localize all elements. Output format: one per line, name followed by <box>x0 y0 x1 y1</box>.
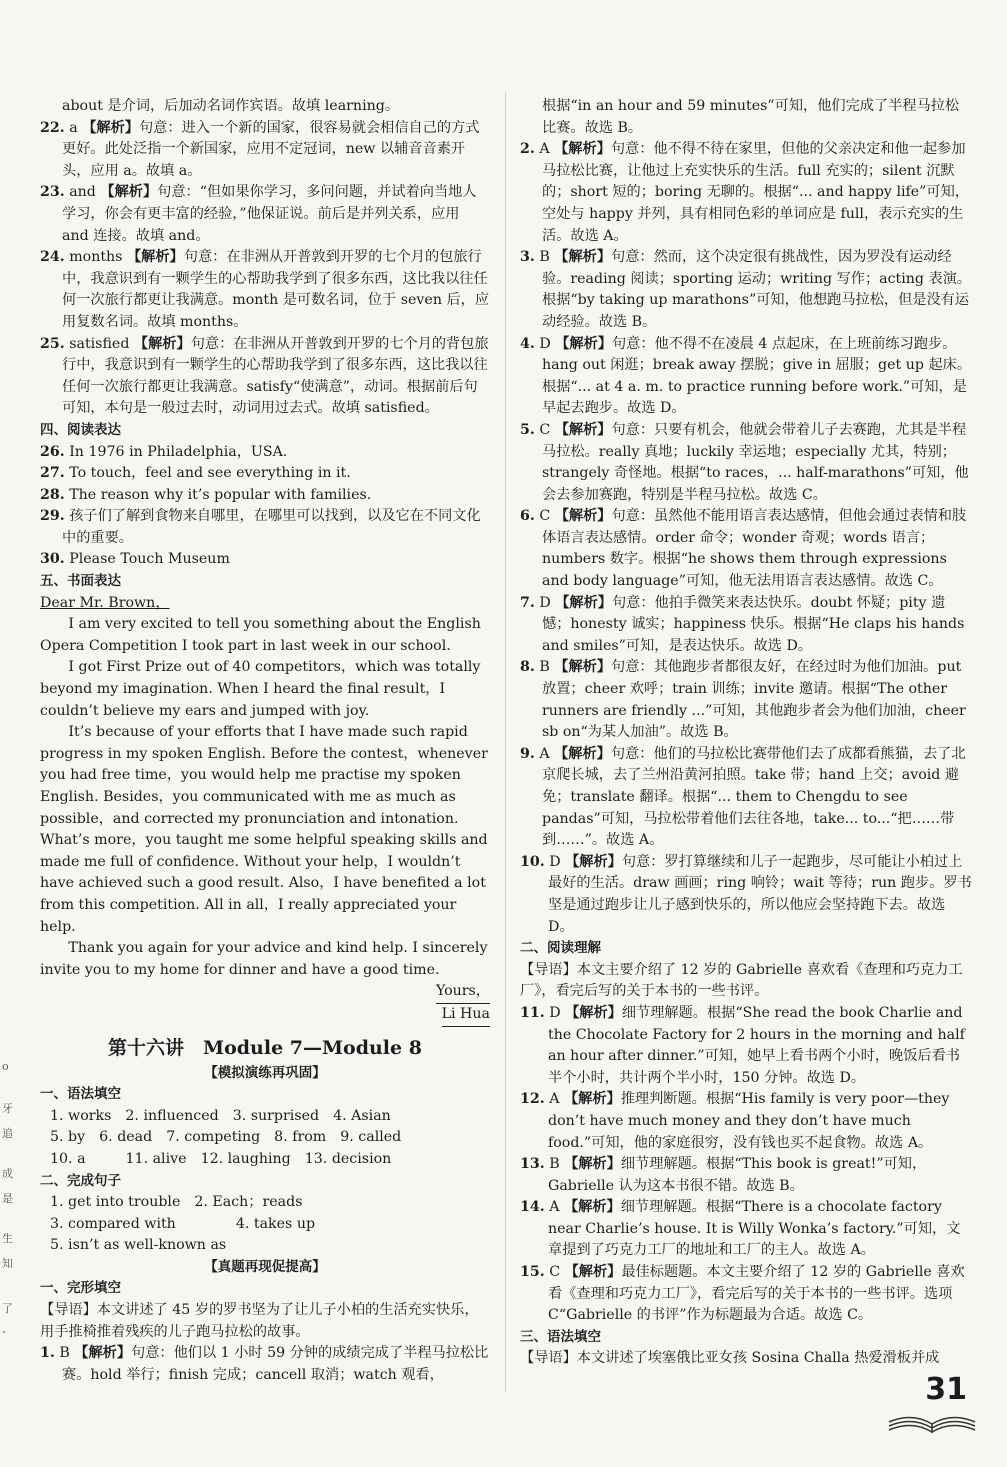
answer-25: 25. satisfied 【解析】句意：在非洲从开普敦到开罗的七个月的背包旅行中，我意识到有一颗学生的心帮助我学到了很多东西，这比我以往任何一次旅行都更让我满意。satisfy“使满意”，动词。根据前后句可知，本句是一般过去时，动词用过去式。故填 satisfied。 <box>40 335 489 417</box>
answer-c2: 2. A 【解析】句意：他不得不待在家里，但他的父亲决定和他一起参加马拉松比赛，让他过上充实快乐的生活。full 充实的；silent 沉默的；short 短的；boring 无聊的。根据“... and happy life”可知，空处与 happy 并列，具有相同色彩的单词应是 full，表示充实的生活。故选 A。 <box>520 141 969 244</box>
answer-r12: 12. A 【解析】推理判断题。根据“His family is very poor—they don’t have much money and they don’t have much food.”可知，他的家庭很穷，没有钱也买不起食物。故选 A。 <box>520 1091 950 1151</box>
list-item: 6. dead <box>99 1129 153 1146</box>
letter-greeting: Dear Mr. Brown， <box>40 594 170 611</box>
edge-char: - <box>2 1325 6 1338</box>
paragraph: 根据“in an hour and 59 minutes”可知，他们完成了半程马拉松比赛。故选 B。 <box>542 98 960 136</box>
list-item: 3. surprised <box>232 1107 320 1124</box>
answer-r11: 11. D 【解析】细节理解题。根据“She read the book Charlie and the Chocolate Factory for 2 hours in the morning and half an hour after dinner.”可知，她早上看书两个小时，晚饭后看书半个小时，共计两个半小时，150 分钟。故选 D。 <box>520 1004 965 1086</box>
list-item: 2. influenced <box>125 1107 219 1124</box>
answer-c6: 6. C 【解析】句意：虽然他不能用语言表达感情，但他会通过表情和肢体语言表达感情。order 命令；wonder 奇观；words 语言；numbers 数字。根据“he shows them through expressions and body language”可知，他无法用语言表达感情。故选 C。 <box>520 508 967 590</box>
list-item: 1. get into trouble <box>50 1194 181 1211</box>
guide-text: 【导语】本文讲述了埃塞俄比亚女孩 Sosina Challa 热爱滑板并成 <box>520 1350 940 1367</box>
answer-r15: 15. C 【解析】最佳标题题。本文主要介绍了 12 岁的 Gabrielle 喜欢看《查理和巧克力工厂》，看完后写的关于本书的一些书评。选项 C“Gabrielle 的书评”作为标题最为合适。故选 C。 <box>520 1264 965 1324</box>
edge-char: 知 <box>2 1257 13 1270</box>
list-item: 8. from <box>274 1129 327 1146</box>
letter-paragraph: It’s because of your efforts that I have made such rapid progress in my spoken English. Before the contest，whenever you had free time，you would help me practise my spoken English. Besides，you communicated with me as much as possible，and corrected my pronunciation and intonation. What’s more，you taught me some helpful speaking skills and made me full of confidence. Without your help，I wouldn’t have achieved such a good result. Also，I have benefited a lot from this competition. All in all，I really appreciated your help. <box>40 724 488 935</box>
answer-c8: 8. B 【解析】句意：其他跑步者都很友好，在经过时为他们加油。put 放置；cheer 欢呼；train 训练；invite 邀请。根据“The other runners are friendly ...”可知，其他跑步者会为他们加油，cheer sb on“为某人加油”。故选 B。 <box>520 659 966 741</box>
list-item: 7. competing <box>166 1129 261 1146</box>
list-item: 9. called <box>340 1129 402 1146</box>
letter-paragraph: Thank you again for your advice and kind help. I sincerely invite you to my home for dinner and have a good time. <box>40 940 488 978</box>
list-item: 12. laughing <box>200 1150 291 1167</box>
letter-closing: Yours， <box>40 981 490 1004</box>
section-heading: 一、完形填空 <box>40 1280 121 1297</box>
list-item: 10. a <box>50 1150 86 1167</box>
answer-24: 24. months 【解析】句意：在非洲从开普敦到开罗的七个月的包旅行中，我意识到有一颗学生的心帮助我学到了很多东西，这比我以往任何一次旅行都更让我满意。month 是可数名词，位于 seven 后，应用复数名词。故填 months。 <box>40 249 490 330</box>
grammar-answers <box>40 1106 490 1171</box>
complete-answers <box>40 1192 490 1257</box>
list-item: 4. takes up <box>235 1215 316 1232</box>
section-heading: 二、阅读理解 <box>520 940 601 957</box>
section-heading: 三、语法填空 <box>520 1328 601 1345</box>
answer-c5: 5. C 【解析】句意：只要有机会，他就会带着儿子去赛跑，尤其是半程马拉松。really 真地；luckily 幸运地；especially 尤其，特别；strangely 奇怪地。根据“to races，... half-marathons”可知，他会去参加赛跑，特别是半程马拉松。故选 C。 <box>520 421 969 503</box>
paragraph: about 是介词，后加动名词作宾语。故填 learning。 <box>62 98 400 114</box>
section-heading: 五、书面表达 <box>40 573 121 590</box>
answer-28: 28. The reason why it’s popular with families. <box>40 486 372 503</box>
binding-edge <box>0 0 14 1467</box>
edge-char: 是 <box>2 1192 13 1205</box>
letter-paragraph: I am very excited to tell you something about the English Opera Competition I took part in last week in our school. <box>40 616 481 654</box>
section-heading: 一、语法填空 <box>40 1086 121 1103</box>
answer-c9: 9. A 【解析】句意：他们的马拉松比赛带他们去了成都看熊猫，去了北京爬长城，去了兰州沿黄河拍照。take 带；hand 上交；avoid 避免；translate 翻译。根据“... them to Chengdu to see pandas”可知，马拉松带着他们去往各地，take... to...“把……带到……”。故选 A。 <box>520 745 966 849</box>
letter-signature: Li Hua <box>40 1004 490 1027</box>
answer-c7: 7. D 【解析】句意：他拍手微笑来表达快乐。doubt 怀疑；pity 遗憾；honesty 诚实；happiness 快乐。根据“He claps his hands and smiles”可知，是表达快乐。故选 D。 <box>520 594 965 654</box>
list-item: 1. works <box>50 1107 112 1124</box>
list-item: 5. by <box>50 1129 86 1146</box>
section-heading: 二、完成句子 <box>40 1172 121 1189</box>
edge-char: 牙 <box>2 1102 13 1115</box>
edge-char: 追 <box>2 1127 13 1140</box>
letter-paragraph: I got First Prize out of 40 competitors，which was totally beyond my imagination. When I heard the final result，I couldn’t believe my ears and jumped with joy. <box>40 659 481 719</box>
page-number: 31 <box>925 1372 967 1407</box>
guide-text: 【导语】本文主要介绍了 12 岁的 Gabrielle 喜欢看《查理和巧克力工厂》，看完后写的关于本书的一些书评。 <box>520 961 963 1000</box>
edge-char: 生 <box>2 1232 13 1245</box>
edge-char: o <box>2 1060 9 1073</box>
lecture-title: 第十六讲 Module 7—Module 8 <box>108 1036 422 1059</box>
edge-char: 成 <box>2 1167 13 1180</box>
subsection-heading: 【真题再现促提高】 <box>204 1258 326 1275</box>
answer-27: 27. To touch，feel and see everything in it. <box>40 465 351 482</box>
answer-c10: 10. D 【解析】句意：罗打算继续和儿子一起跑步，尽可能让小柏过上最好的生活。draw 画画；ring 响铃；wait 等待；run 跑步。罗书坚是通过跑步让儿子感到快乐的，所以他应会坚持跑下去。故选 D。 <box>520 853 972 935</box>
answer-c4: 4. D 【解析】句意：他不得不在凌晨 4 点起床，在上班前练习跑步。hang out 闲逛；break away 摆脱；give in 屈服；get up 起床。根据“... at 4 a. m. to practice running before work.”可知，是早起去跑步。故选 D。 <box>520 335 972 417</box>
answer-c1: 1. B 【解析】句意：他们以 1 小时 59 分钟的成绩完成了半程马拉松比赛。hold 举行；finish 完成；cancell 取消；watch 观看， <box>40 1345 489 1383</box>
answer-c3: 3. B 【解析】句意：然而，这个决定很有挑战性，因为罗没有运动经验。reading 阅读；sporting 运动；writing 写作；acting 表演。根据“by taking up marathons”可知，他想跑马拉松，但是没有运动经验。故选 B。 <box>520 249 972 330</box>
list-item: 13. decision <box>304 1150 392 1167</box>
answer-r13: 13. B 【解析】细节理解题。根据“This book is great!”可知，Gabrielle 认为这本书很不错。故选 B。 <box>520 1156 927 1194</box>
list-item: 4. Asian <box>333 1107 391 1124</box>
list-item: 5. isn’t as well-known as <box>50 1237 227 1254</box>
list-item: 2. Each；reads <box>194 1194 303 1211</box>
subsection-heading: 【模拟演练再巩固】 <box>204 1064 326 1081</box>
answer-26: 26. In 1976 in Philadelphia，USA. <box>40 443 288 460</box>
section-heading: 四、阅读表达 <box>40 421 121 438</box>
right-column <box>520 96 972 1370</box>
edge-char: 了 <box>2 1302 13 1315</box>
book-icon <box>887 1408 977 1434</box>
list-item: 3. compared with <box>50 1215 176 1232</box>
left-column <box>40 96 490 1386</box>
list-item: 11. alive <box>125 1150 187 1167</box>
answer-23: 23. and 【解析】句意：“但如果你学习，多问问题，并试着向当地人学习，你会有更丰富的经验，”他保证说。前后是并列关系，应用 and 连接。故填 and。 <box>40 184 477 244</box>
answer-22: 22. a 【解析】句意：进入一个新的国家，很容易就会相信自己的方式更好。此处泛指一个新国家，应用不定冠词，new 以辅音音素开头，应用 a。故填 a。 <box>40 119 480 179</box>
answer-30: 30. Please Touch Museum <box>40 551 230 568</box>
answer-r14: 14. A 【解析】细节理解题。根据“There is a chocolate factory near Charlie’s house. It is Willy Wonka’s factory.”可知，文章提到了巧克力工厂的地址和工厂的主人。故选 A。 <box>520 1199 961 1259</box>
answer-29: 29. 孩子们了解到食物来自哪里，在哪里可以找到，以及它在不同文化中的重要。 <box>40 508 481 546</box>
column-divider <box>505 92 506 1392</box>
guide-text: 【导语】本文讲述了 45 岁的罗书坚为了让儿子小柏的生活充实快乐，用手推椅推着残疾的儿子跑马拉松的故事。 <box>40 1302 479 1340</box>
